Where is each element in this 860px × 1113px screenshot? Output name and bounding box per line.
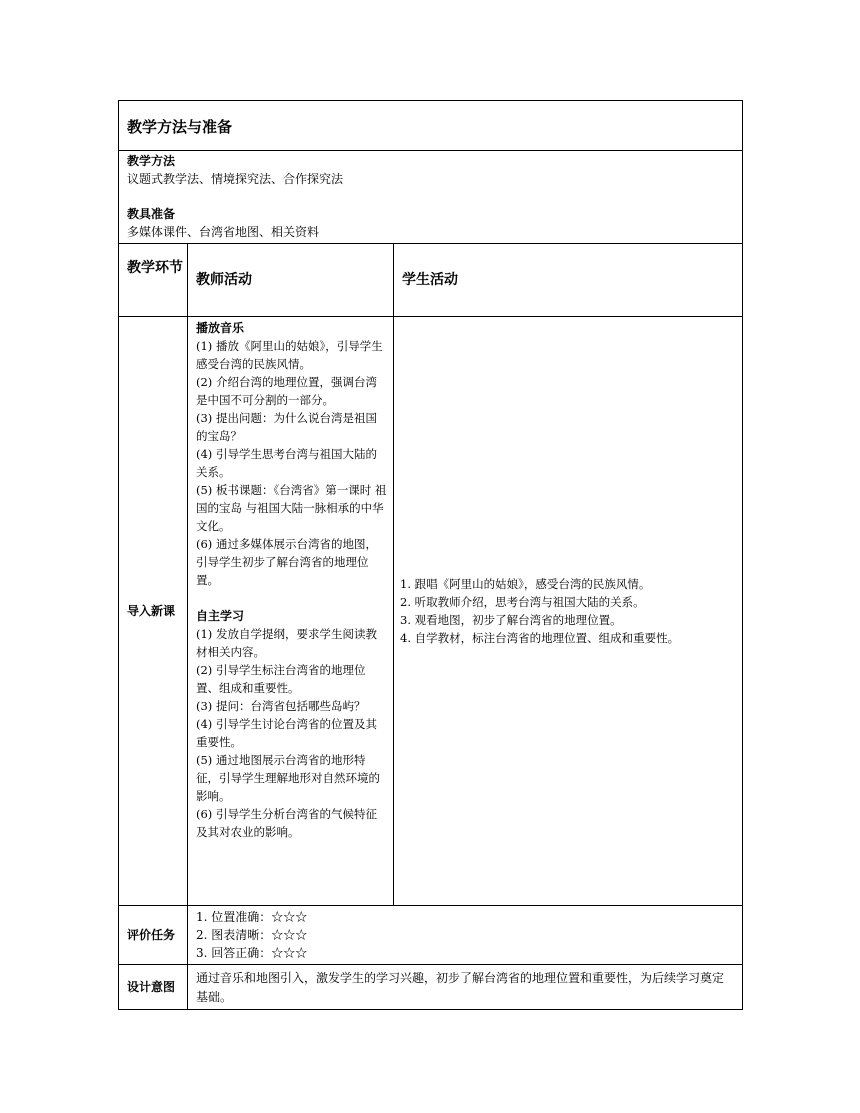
evaluation-item: 3. 回答正确：☆☆☆ (196, 946, 308, 960)
intro-stage-cell (119, 317, 188, 906)
tools-value: 多媒体课件、台湾省地图、相关资料 (127, 225, 320, 239)
teacher-item: (3) 提出问题：为什么说台湾是祖国的宝岛？ (196, 411, 377, 443)
header-stage: 教学环节 (127, 260, 183, 276)
teacher-item: (4) 引导学生讨论台湾省的位置及其重要性。 (196, 717, 377, 749)
evaluation-item: 2. 图表清晰：☆☆☆ (196, 928, 308, 942)
teacher-item: (1) 发放自学提纲，要求学生阅读教材相关内容。 (196, 627, 377, 659)
lesson-plan-sheet (118, 100, 742, 1010)
design-text: 通过音乐和地图引入，激发学生的学习兴趣，初步了解台湾省的地理位置和重要性，为后续学习奠定基础。 (196, 971, 725, 1004)
evaluation-label: 评价任务 (127, 928, 176, 942)
teacher-section-title: 自主学习 (196, 609, 245, 623)
evaluation-items-cell (188, 906, 743, 965)
student-item: 3. 观看地图，初步了解台湾省的地理位置。 (400, 613, 622, 627)
evaluation-item: 1. 位置准确：☆☆☆ (196, 910, 308, 924)
student-item: 1. 跟唱《阿里山的姑娘》，感受台湾的民族风情。 (400, 577, 651, 591)
intro-student-cell (394, 317, 743, 906)
header-stage-cell (119, 244, 188, 317)
methods-value: 议题式教学法、情境探究法、合作探究法 (127, 172, 344, 186)
section-title-cell (119, 101, 743, 151)
teacher-item: (6) 引导学生分析台湾省的气候特征及其对农业的影响。 (196, 807, 377, 839)
teacher-item: (6) 通过多媒体展示台湾省的地图，引导学生初步了解台湾省的地理位置。 (196, 537, 377, 587)
header-teacher: 教师活动 (196, 272, 252, 288)
tools-label: 教具准备 (127, 207, 176, 221)
spacer (127, 188, 742, 206)
design-text-cell (188, 965, 743, 1010)
student-item: 2. 听取教师介绍，思考台湾与祖国大陆的关系。 (400, 595, 645, 609)
header-student-cell (394, 244, 743, 317)
intro-stage-label: 导入新课 (127, 604, 176, 618)
header-teacher-cell (188, 244, 394, 317)
methods-label: 教学方法 (127, 154, 176, 168)
teacher-item: (5) 板书课题：《台湾省》第一课时 祖国的宝岛 与祖国大陆一脉相承的中华文化。 (196, 483, 387, 533)
design-label: 设计意图 (127, 980, 176, 994)
teacher-item: (1) 播放《阿里山的姑娘》，引导学生感受台湾的民族风情。 (196, 339, 383, 371)
teacher-section-title: 播放音乐 (196, 321, 245, 335)
teacher-item: (4) 引导学生思考台湾与祖国大陆的关系。 (196, 447, 377, 479)
teacher-item: (3) 提问：台湾省包括哪些岛屿？ (196, 699, 366, 713)
teacher-item: (5) 通过地图展示台湾省的地形特征，引导学生理解地形对自然环境的影响。 (196, 753, 380, 803)
evaluation-label-cell (119, 906, 188, 965)
teacher-item: (2) 引导学生标注台湾省的地理位置、组成和重要性。 (196, 663, 366, 695)
header-student: 学生活动 (402, 272, 458, 288)
student-item: 4. 自学教材，标注台湾省的地理位置、组成和重要性。 (400, 631, 680, 645)
design-label-cell (119, 965, 188, 1010)
intro-teacher-cell (188, 317, 394, 906)
spacer (196, 589, 387, 607)
lesson-plan-table (118, 100, 743, 1010)
teacher-item: (2) 介绍台湾的地理位置，强调台湾是中国不可分割的一部分。 (196, 375, 377, 407)
section-title: 教学方法与准备 (127, 118, 233, 136)
methods-tools-cell (119, 151, 743, 244)
